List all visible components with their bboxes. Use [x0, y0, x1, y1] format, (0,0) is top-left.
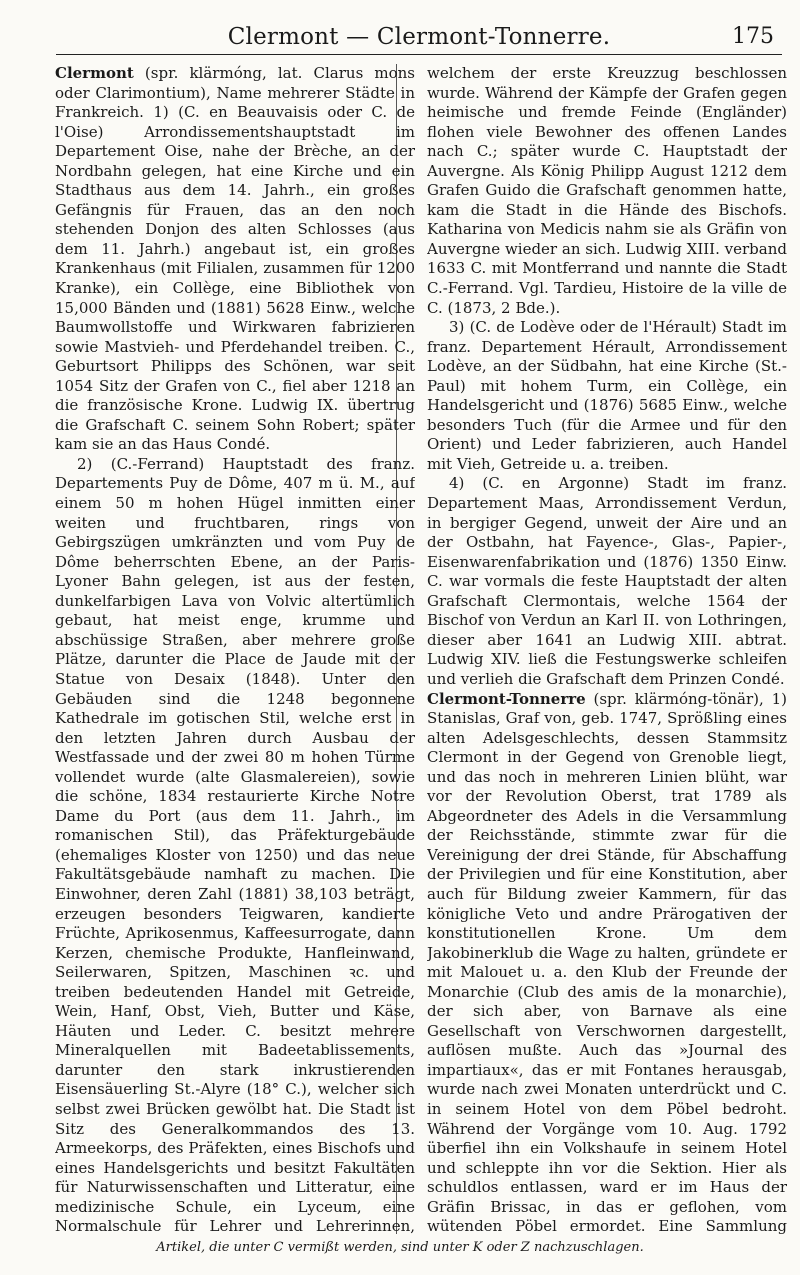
paragraph: 2) (C.-Ferrand) Hauptstadt des franz. Departements Puy de Dôme, 407 m ü. M., auf einem 50 m hohen Hügel inmitten einer weiten und fruchtbaren, rings von Gebirgszügen umkränzten und vom Puy de Dôme beherrschten Ebene, an der Paris-Lyoner Bahn gelegen, ist aus der festen, dunkelfarbigen Lava von Volvic altertümlich gebaut, hat meist enge, krumme und abschüssige Straßen, aber mehrere große Plätze, darunter die Place de Jaude mit der Statue von Desaix (1848). Unter den Gebäuden sind die 1248 begonnene Kathedrale im gotischen Stil, welche erst in den letzten Jahren durch Ausbau der Westfassade und der zwei 80 m hohen Türme vollendet wurde (alte Glasmalereien), sowie die schöne, 1834 restaurierte Kirche Notre Dame du Port (aus dem 11. Jahrh., im romanischen Stil), das Präfekturgebäude (ehemaliges Kloster von 1250) und das neue Fakultätsgebäude namhaft zu machen. Die Einwohner, deren Zahl (1881) 38,103 beträgt, erzeugen besonders Teigwaren, kandierte Früchte, Aprikosenmus, Kaffeesurrogate, dann Kerzen, chemische Produkte, Hanfleinwand, Seilerwaren, Spitzen, Maschinen ꝛc. und treiben bedeutenden Handel mit Getreide, Wein, Hanf, Obst, Vieh, Butter und Käse, Häuten und Leder. C. besitzt mehrere Mineralquellen mit Badeetablissements, darunter den stark inkrustierenden Eisensäuerling St.-Alyre (18° C.), welcher sich selbst zwei Brücken gewölbt hat. Die Stadt ist Sitz des Generalkommandos des 13. Armeekorps, des Präfekten, eines Bischofs und eines Handelsgerichts und besitzt Fakultäten für Naturwissenschaften und Litteratur, eine medizinische Schule, ein Lyceum, eine Normalschule für Lehrer und Lehrerinnen,: [55, 454, 415, 1234]
right-column: [427, 64, 787, 1234]
entry-body: (spr. klärmóng-tönär), 1) Stanislas, Graf von, geb. 1747, Sprößling eines alten Adelsgeschlechts, dessen Stammsitz Clermont in der Gegend von Grenoble liegt, und das noch in mehreren Linien blüht, war vor der Revolution Oberst, trat 1789 als Abgeordneter des Adels in die Versammlung der Reichsstände, stimmte zwar für die Vereinigung der drei Stände, für Abschaffung der Privilegien und für eine Konstitution, aber auch für Bildung zweier Kammern, für das königliche Veto und andre Prärogativen der konstitutionellen Krone. Um dem Jakobinerklub die Wage zu halten, gründete er mit Malouet u. a. den Klub der Freunde der Monarchie (Club des amis de la monarchie), der sich aber, von Barnave als eine Gesellschaft von Verschwornen dargestellt, auflösen mußte. Auch das »Journal des impartiaux«, das er mit Fontanes herausgab, wurde nach zwei Monaten unterdrückt und C. in seinem Hotel von dem Pöbel bedroht. Während der Vorgänge vom 10. Aug. 1792 überfiel ihn ein Volkshaufe in seinem Hotel und schleppte ihn vor die Sektion. Hier als schuldlos entlassen, ward er im Haus der Gräfin Brissac, in das er geflohen, vom wütenden Pöbel ermordet. Eine Sammlung: [427, 689, 787, 1234]
page-header: [56, 20, 782, 55]
running-title: Clermont — Clermont-Tonnerre.: [227, 24, 611, 50]
headword: Clermont-Tonnerre: [427, 689, 586, 708]
paragraph: 3) (C. de Lodève oder de l'Hérault) Stadt im franz. Departement Hérault, Arrondissement Lodève, an der Südbahn, hat eine Kirche (St.-Paul) mit hohem Turm, ein Collège, ein Handelsgericht und (1876) 5685 Einw., welche besonders Tuch (für die Armee und für den Orient) und Leder fabrizieren, auch Handel mit Vieh, Getreide u. a. treiben.: [427, 318, 787, 473]
text-columns: [55, 64, 787, 1234]
headword: Clermont: [55, 64, 134, 82]
entry-clermont: [55, 64, 415, 455]
paragraph: welchem der erste Kreuzzug beschlossen wurde. Während der Kämpfe der Grafen gegen heimische und fremde Feinde (Engländer) flohen viele Bewohner des offenen Landes nach C.; später wurde C. Hauptstadt der Auvergne. Als König Philipp August 1212 dem Grafen Guido die Grafschaft genommen hatte, kam die Stadt in die Hände des Bischofs. Katharina von Medicis nahm sie als Gräfin von Auvergne wieder an sich. Ludwig XIII. verband 1633 C. mit Montferrand und nannte die Stadt C.-Ferrand. Vgl. Tardieu, Histoire de la ville de C. (1873, 2 Bde.).: [427, 64, 787, 317]
entry-clermont-tonnerre: [427, 690, 787, 1235]
footer-note: Artikel, die unter C vermißt werden, sind unter K oder Z nachzuschlagen.: [156, 1240, 644, 1255]
paragraph: 1) (C. en Beauvaisis oder C. de l'Oise) Arrondissementshauptstadt im Departement Oise, nahe der Brèche, an der Nordbahn gelegen, hat eine Kirche und ein Stadthaus aus dem 14. Jahrh., ein großes Gefängnis für Frauen, das an den noch stehenden Donjon des alten Schlosses (aus dem 11. Jahrh.) angebaut ist, ein großes Krankenhaus (mit Filialen, zusammen für 1200 Kranke), ein Collège, eine Bibliothek von 15,000 Bänden und (1881) 5628 Einw., welche Baumwollstoffe und Wirkwaren fabrizieren sowie Mastvieh- und Pferdehandel treiben. C., Geburtsort Philipps des Schönen, war seit 1054 Sitz der Grafen von C., fiel aber 1218 an die französische Krone. Ludwig IX. übertrug die Grafschaft C. seinem Sohn Robert; später kam sie an das Haus Condé.: [55, 103, 415, 454]
entry-intro: (spr. klärmóng, lat. Clarus mons oder Clarimontium), Name mehrerer Städte in Frankreich.: [55, 64, 415, 122]
paragraph: 4) (C. en Argonne) Stadt im franz. Departement Maas, Arrondissement Verdun, in bergiger Gegend, unweit der Aire und an der Ostbahn, hat Fayence-, Glas-, Papier-, Eisenwarenfabrikation und (1876) 1350 Einw. C. war vormals die feste Hauptstadt der alten Grafschaft Clermontais, welche 1564 der Bischof von Verdun an Karl II. von Lothringen, dieser aber 1641 an Ludwig XIII. abtrat. Ludwig XIV. ließ die Festungswerke schleifen und verlieh die Grafschaft dem Prinzen Condé.: [427, 474, 787, 688]
left-column: [55, 64, 415, 1234]
page-number: 175: [732, 24, 774, 49]
